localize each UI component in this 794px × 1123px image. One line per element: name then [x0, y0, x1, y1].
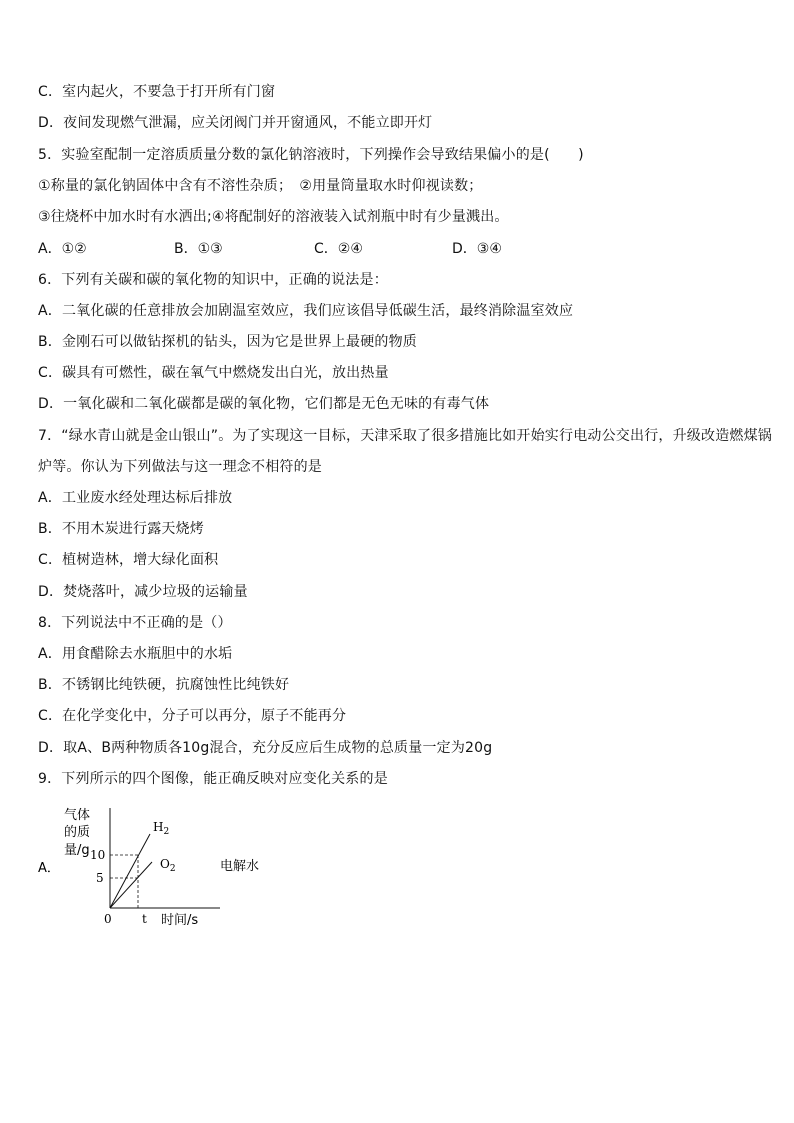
- q7-stem-1: 7．“绿水青山就是金山银山”。为了实现这一目标，天津采取了很多措施比如开始实行电动公交出行，升级改造燃煤锅: [38, 428, 773, 444]
- q5-option-a: A．①②: [38, 241, 87, 257]
- q5-option-b: B．①③: [174, 241, 223, 257]
- q8-option-c: C．在化学变化中，分子可以再分，原子不能再分: [38, 708, 347, 724]
- o2-label: $O_2$: [160, 857, 176, 874]
- q8-option-a: A．用食醋除去水瓶胆中的水垢: [38, 646, 233, 662]
- y-axis-label-1: 气体: [64, 808, 91, 823]
- q6-option-d: D．一氧化碳和二氧化碳都是碳的氧化物，它们都是无色无味的有毒气体: [38, 396, 490, 412]
- q6-stem: 6．下列有关碳和碳的氧化物的知识中，正确的说法是：: [38, 272, 388, 288]
- q5-statements-1: ①称量的氯化钠固体中含有不溶性杂质； ②用量筒量取水时仰视读数；: [38, 178, 483, 194]
- y-axis-label-3: 量/g: [64, 843, 90, 858]
- x-axis-label: 时间/s: [161, 913, 199, 928]
- q7-stem-2: 炉等。你认为下列做法与这一理念不相符的是: [38, 459, 322, 475]
- q7-option-a: A．工业废水经处理达标后排放: [38, 490, 233, 506]
- q8-option-b: B．不锈钢比纯铁硬，抗腐蚀性比纯铁好: [38, 677, 290, 693]
- q7-option-d: D．焚烧落叶，减少垃圾的运输量: [38, 584, 248, 600]
- q5-option-c: C．②④: [314, 241, 363, 257]
- y-tick-10: 10: [90, 848, 106, 862]
- q8-option-d: D．取A、B两种物质各10g混合，充分反应后生成物的总质量一定为20g: [38, 740, 493, 756]
- h2-label: $H_2$: [153, 820, 170, 837]
- q5-option-d: D．③④: [452, 241, 502, 257]
- q9-stem: 9．下列所示的四个图像，能正确反映对应变化关系的是: [38, 771, 388, 787]
- y-axis-label-2: 的质: [64, 825, 91, 840]
- q6-option-a: A．二氧化碳的任意排放会加剧温室效应，我们应该倡导低碳生活，最终消除温室效应: [38, 303, 574, 319]
- origin-label: 0: [104, 912, 112, 926]
- q5-stem: 5．实验室配制一定溶质质量分数的氯化钠溶液时，下列操作会导致结果偏小的是( ): [38, 147, 584, 163]
- q8-stem: 8．下列说法中不正确的是（）: [38, 615, 232, 631]
- q6-option-c: C．碳具有可燃性，碳在氧气中燃烧发出白光，放出热量: [38, 365, 389, 381]
- q7-option-b: B．不用木炭进行露天烧烤: [38, 521, 205, 537]
- y-tick-5: 5: [96, 871, 104, 885]
- q7-option-c: C．植树造林，增大绿化面积: [38, 552, 219, 568]
- x-tick-t: t: [142, 912, 147, 926]
- q5-statements-2: ③往烧杯中加水时有水洒出;④将配制好的溶液装入试剂瓶中时有少量溅出。: [38, 209, 509, 225]
- q6-option-b: B．金刚石可以做钻探机的钻头，因为它是世界上最硬的物质: [38, 334, 418, 350]
- electrolysis-graph: [30, 800, 330, 940]
- graph-caption: 电解水: [220, 859, 260, 874]
- graph-option-label: A．: [38, 861, 60, 876]
- q4-option-d: D．夜间发现燃气泄漏，应关闭阀门并开窗通风，不能立即开灯: [38, 115, 433, 131]
- q4-option-c: C．室内起火，不要急于打开所有门窗: [38, 84, 276, 100]
